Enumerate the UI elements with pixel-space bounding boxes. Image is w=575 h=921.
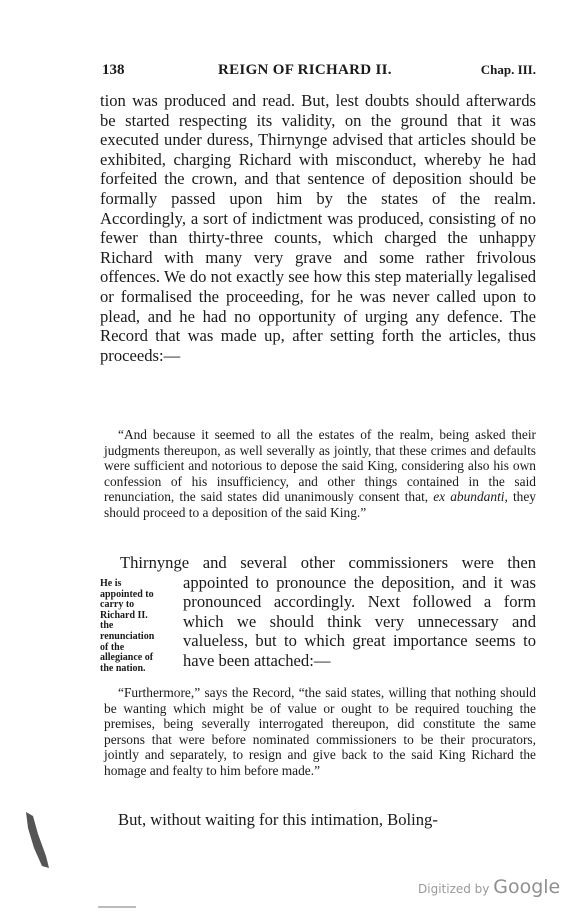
scan-thumb-mark-icon [24, 812, 50, 868]
chapter-label: Chap. III. [480, 62, 536, 77]
running-header [100, 62, 536, 82]
paragraph-text: Thirnynge and several other commissioners were then appointed to pronounce the deposition, and it was pronounced accordingly. Next followed a form which we should think very unnecessary and valueless, but to which great importance seems to have been attached:— [120, 553, 536, 670]
marginal-note: He is appointed to carry to Richard II. the renunciation of the allegiance of the nation. [100, 578, 155, 674]
watermark-brand: Google [493, 876, 561, 898]
quote-text [104, 427, 536, 521]
page-number: 138 [102, 62, 125, 78]
quote-text: “Furthermore,” says the Record, “the said states, willing that nothing should be wanting which might be of value or ought to be required touching the premises, being severally interrogated thereupon, did constitute the same persons that were before nominated commissioners to be their procurators, jointly and separately, to resign and give back to the said King Richard the homage and fealty to him before made.” [104, 685, 536, 778]
quote-text-before: “And because it seemed to all the estates of the realm, being asked their judgments thereupon, as well severally as jointly, that these crimes and defaults were sufficient and notorious to depose the said King, considering also his own confession of his insufficiency, and other things contained in the said renunciation, the said states did unanimously consent that, [104, 427, 536, 505]
digitized-watermark [418, 876, 560, 898]
paragraph-closing [118, 810, 536, 830]
paragraph-text: But, without waiting for this intimation, Boling- [118, 810, 438, 829]
record-quote-1 [104, 427, 536, 521]
scan-smudge-icon [98, 906, 136, 909]
paragraph-text: tion was produced and read. But, lest doubts should afterwards be started respecting its validity, on the ground that it was executed under duress, Thirnynge advised that articles should be exhibited, charging Richard with misconduct, whereby he had forfeited the crown, and that sentence of deposition should be formally passed upon him by the states of the realm. Accordingly, a sort of indictment was produced, consisting of no fewer than thirty-three counts, which charged the unhappy Richard with many very grave and some rather frivolous offences. We do not exactly see how this step materially legalised or formalised the proceeding, for he was never called upon to plead, and he had no opportunity of urging any defence. The Record that was made up, after setting forth the articles, thus proceeds:— [100, 91, 536, 365]
running-title: REIGN OF RICHARD II. [218, 62, 392, 78]
quote-italic-phrase: ex abundanti, [433, 489, 508, 505]
record-quote-2 [104, 685, 536, 779]
paragraph-opening [100, 91, 536, 365]
watermark-prefix: Digitized by [418, 882, 490, 896]
quote-text-after: they should proceed to a deposition of the said King.” [104, 489, 536, 520]
